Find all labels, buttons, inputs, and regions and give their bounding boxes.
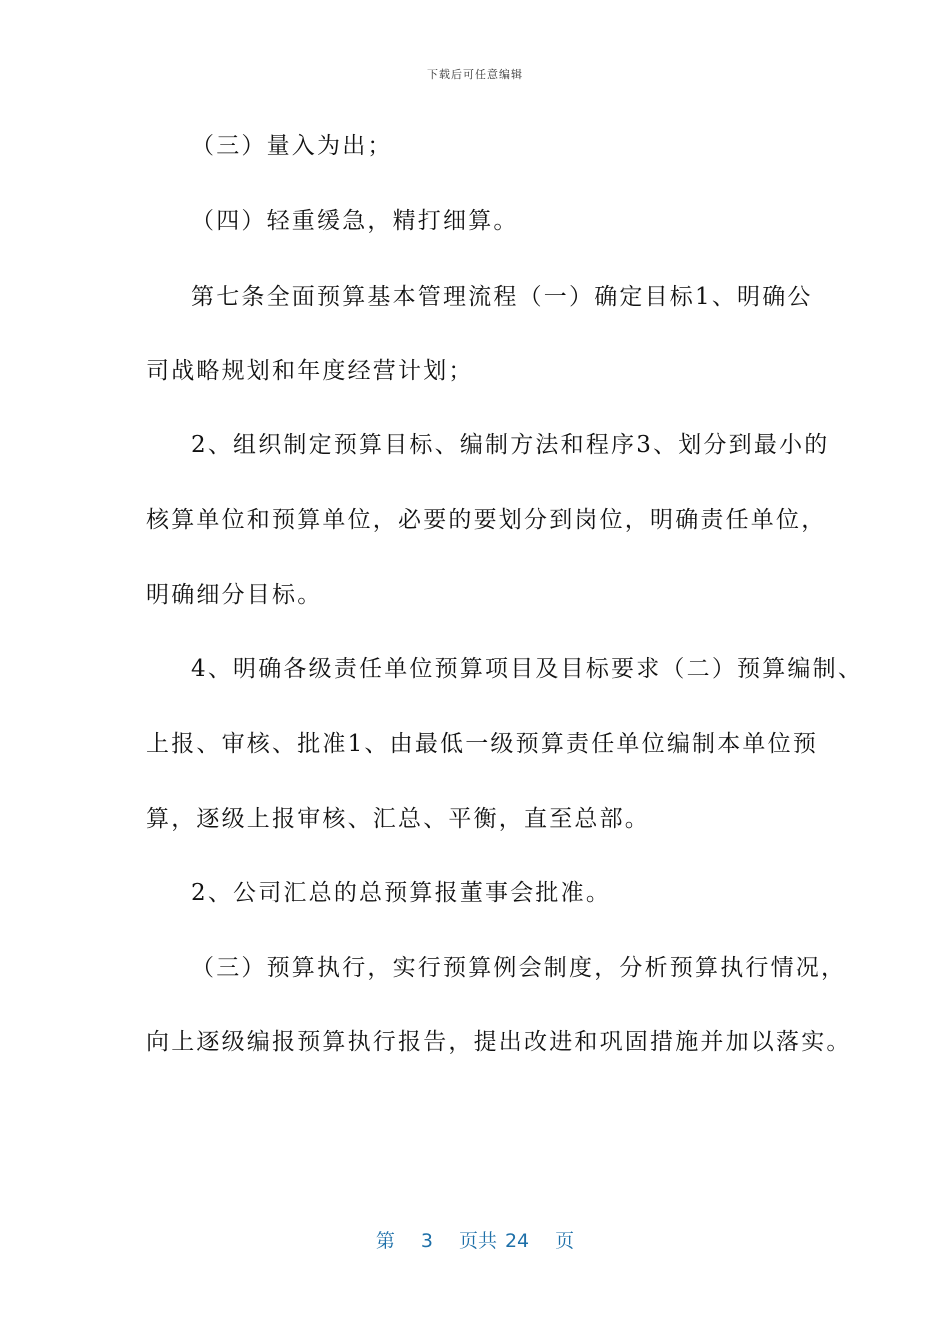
paragraph-line: （三）预算执行，实行预算例会制度，分析预算执行情况， bbox=[191, 955, 847, 981]
footer-prefix: 第 bbox=[375, 1230, 395, 1252]
paragraph-line: 第七条全面预算基本管理流程（一）确定目标1、明确公 bbox=[191, 284, 813, 310]
footer-middle: 页共 bbox=[458, 1230, 497, 1252]
paragraph-line: 4、明确各级责任单位预算项目及目标要求（二）预算编制、 bbox=[191, 656, 864, 682]
paragraph-line: 上报、审核、批准1、由最低一级预算责任单位编制本单位预 bbox=[146, 731, 819, 757]
footer-suffix: 页 bbox=[555, 1230, 575, 1252]
paragraph-line: （四）轻重缓急，精打细算。 bbox=[191, 208, 519, 234]
paragraph-line: 2、公司汇总的总预算报董事会批准。 bbox=[191, 880, 612, 906]
page-header-note: 下载后可任意编辑 bbox=[427, 68, 523, 81]
paragraph-line: 核算单位和预算单位，必要的要划分到岗位，明确责任单位， bbox=[146, 507, 827, 533]
paragraph-line: 算，逐级上报审核、汇总、平衡，直至总部。 bbox=[146, 806, 650, 832]
paragraph-line: （三）量入为出； bbox=[191, 133, 393, 159]
paragraph-line: 司战略规划和年度经营计划； bbox=[146, 358, 474, 384]
footer-total-pages: 24 bbox=[504, 1230, 530, 1252]
paragraph-line: 2、组织制定预算目标、编制方法和程序3、划分到最小的 bbox=[191, 432, 830, 458]
footer-current-page: 3 bbox=[420, 1230, 433, 1252]
page-footer bbox=[0, 1226, 950, 1253]
paragraph-line: 向上逐级编报预算执行报告，提出改进和巩固措施并加以落实。 bbox=[146, 1029, 852, 1055]
paragraph-line: 明确细分目标。 bbox=[146, 582, 323, 608]
